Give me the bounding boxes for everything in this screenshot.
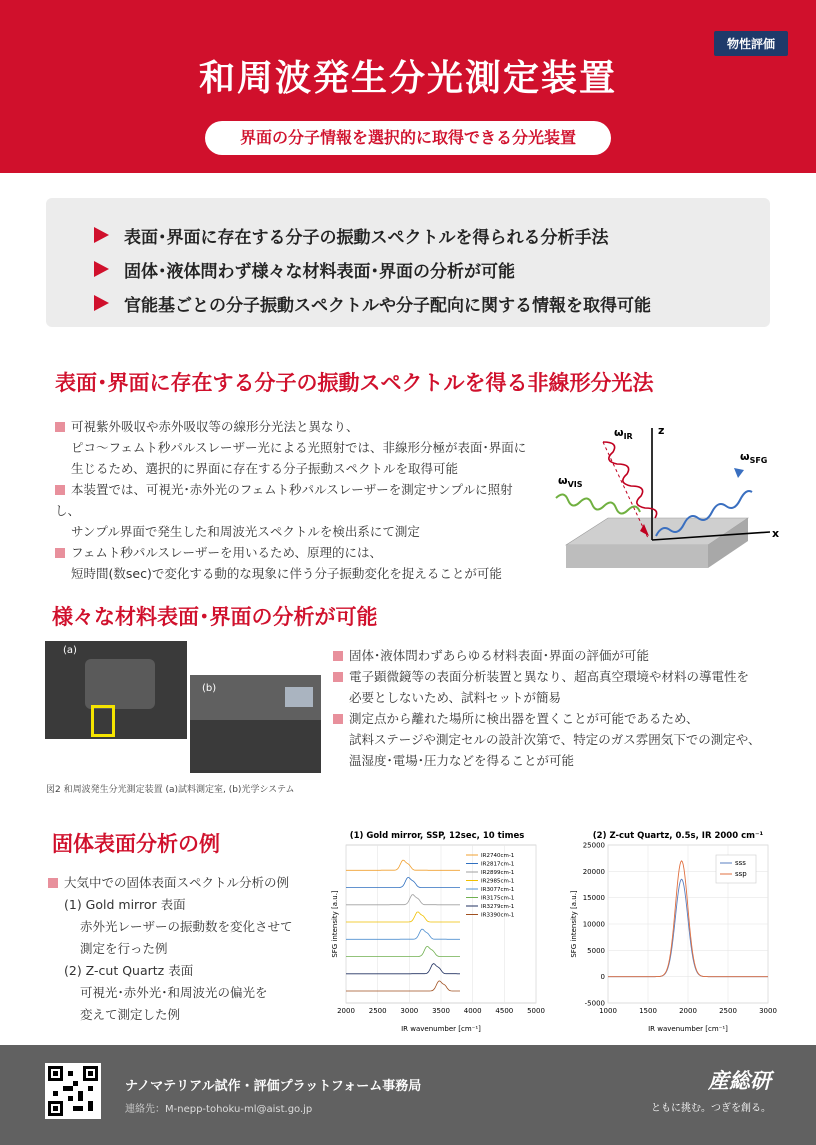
bullet-text: 必要としないため、試料セットが簡易: [349, 690, 562, 705]
chart-gold-mirror: [326, 825, 548, 1035]
chart1-legend-label: IR2817cm-1: [481, 861, 515, 868]
highlight-text: 官能基ごとの分子振動スペクトルや分子配向に関する情報を取得可能: [124, 295, 651, 316]
list-item: [48, 872, 293, 894]
sfg-diagram: [548, 420, 788, 580]
list-item: 可視光･赤外光･和周波光の偏光を: [80, 985, 268, 1000]
triangle-bullet-icon: [94, 261, 109, 277]
chart1-x-tick-label: 5000: [527, 1007, 545, 1015]
square-bullet-icon: [333, 672, 343, 682]
sfg-arrowhead: [734, 468, 744, 478]
org-name: ナノマテリアル試作・評価プラットフォーム事務局: [125, 1079, 422, 1094]
contact-email[interactable]: 連絡先：M-nepp-tohoku-ml@aist.go.jp: [125, 1104, 313, 1115]
highlight-item: [94, 218, 770, 252]
highlight-box: [46, 198, 770, 327]
chart-z-cut-quartz: [570, 825, 780, 1035]
square-bullet-icon: [55, 422, 65, 432]
list-item: (1) Gold mirror 表面: [64, 897, 186, 912]
example-list: [48, 872, 293, 1026]
chart1-x-tick-label: 2500: [368, 1007, 387, 1015]
square-bullet-icon: [333, 714, 343, 724]
chart2-title: (2) Z-cut Quartz, 0.5s, IR 2000 cm⁻¹: [592, 831, 764, 841]
bullet-item: [333, 645, 778, 666]
chart2-y-tick-label: 5000: [587, 946, 605, 955]
omega-ir-label: $\omega_{IR}$: [614, 426, 633, 441]
qr-pattern: [48, 1066, 98, 1116]
highlight-item: [94, 252, 770, 286]
vis-wave: [556, 494, 640, 513]
page-subtitle: 界面の分子情報を選択的に取得できる分光装置: [205, 121, 611, 155]
chart2-y-ticks: [583, 842, 605, 1008]
bullet-text: サンプル界面で発生した和周波光スペクトルを検出系にて測定: [71, 524, 420, 539]
optical-table: [190, 720, 321, 773]
bullet-text: 試料ステージや測定セルの設計次第で、特定のガス雰囲気下での測定や、: [349, 732, 761, 747]
monitor: [285, 687, 313, 707]
list-item: (2) Z-cut Quartz 表面: [64, 963, 194, 978]
chart1-x-tick-label: 4500: [495, 1007, 514, 1015]
section-title-materials: 様々な材料表面･界面の分析が可能: [52, 605, 378, 629]
chart1-legend-label: IR2740cm-1: [481, 853, 515, 859]
section1-bullets: [55, 416, 535, 584]
chart1-legend-label: IR3390cm-1: [481, 912, 515, 919]
chart2-y-tick-label: 20000: [582, 867, 605, 876]
bullet-text: 固体･液体問わずあらゆる材料表面･界面の評価が可能: [349, 648, 650, 663]
chart2-y-tick-label: 0: [600, 973, 605, 982]
chart1-legend-label: IR3279cm-1: [481, 904, 515, 910]
list-item: 変えて測定した例: [80, 1007, 181, 1022]
header-banner: [0, 0, 816, 173]
chart1-x-tick-label: 4000: [463, 1007, 482, 1015]
chart2-y-tick-label: -5000: [584, 999, 605, 1008]
bullet-item: [55, 416, 535, 437]
chart2-ylabel: SFG intensity [a.u.]: [570, 890, 578, 958]
triangle-bullet-icon: [94, 295, 109, 311]
chart1-legend-label: IR2985cm-1: [481, 878, 515, 885]
chart1-legend-label: IR3175cm-1: [481, 895, 515, 902]
highlight-frame: [91, 705, 115, 737]
chart1-legend-label: IR2899cm-1: [481, 870, 515, 876]
chart2-legend-label: ssp: [735, 870, 747, 878]
chart1-legend-label: IR3077cm-1: [481, 887, 515, 893]
square-bullet-icon: [333, 651, 343, 661]
figure-caption: 図2 和周波発生分光測定装置 (a)試料測定室, (b)光学システム: [46, 785, 295, 795]
bullet-text: 温湿度･電場･圧力などを得ることが可能: [349, 753, 575, 768]
section-title-nonlinear: 表面･界面に存在する分子の振動スペクトルを得る非線形分光法: [55, 371, 654, 395]
bullet-text: 測定点から離れた場所に検出器を置くことが可能であるため、: [349, 711, 699, 726]
section2-bullets: [333, 645, 778, 771]
chart2-x-tick-label: 2500: [719, 1007, 737, 1015]
chart1-ylabel: SFG intensity [a.u.]: [331, 890, 339, 958]
qr-code-icon[interactable]: [45, 1063, 101, 1119]
sample-plate-front: [566, 545, 708, 568]
logo-tagline: ともに挑む。つぎを創る。: [651, 1103, 771, 1114]
chart2-x-tick-label: 1500: [639, 1007, 657, 1015]
chart1-x-tick-label: 3500: [432, 1007, 450, 1015]
chart2-x-tick-label: 1000: [599, 1007, 617, 1015]
omega-vis-label: $\omega_{VIS}$: [558, 474, 583, 489]
square-bullet-icon: [55, 548, 65, 558]
chart2-legend: [716, 855, 756, 883]
highlight-text: 表面･界面に存在する分子の振動スペクトルを得られる分析手法: [124, 227, 609, 248]
photo-optical-system: [190, 675, 321, 773]
square-bullet-icon: [55, 485, 65, 495]
chart2-x-tick-label: 3000: [759, 1007, 777, 1015]
chart1-x-tick-label: 3000: [400, 1007, 419, 1015]
omega-sfg-label: $\omega_{SFG}$: [740, 450, 768, 465]
bullet-text: 本装置では、可視光･赤外光のフェムト秒パルスレーザーを測定サンプルに照射し、: [55, 482, 513, 518]
chart2-y-tick-label: 10000: [582, 920, 605, 929]
photo-sample-chamber: [45, 641, 187, 739]
bullet-text: フェムト秒パルスレーザーを用いるため、原理的には、: [71, 545, 383, 560]
category-badge: 物性評価: [714, 31, 788, 56]
bullet-text: 生じるため、選択的に界面に存在する分子振動スペクトルを取得可能: [71, 461, 459, 476]
page-title: 和周波発生分光測定装置: [198, 58, 617, 99]
x-axis-label: x: [772, 527, 780, 540]
chart1-x-tick-label: 2000: [337, 1007, 355, 1015]
photo-a-label: (a): [63, 645, 77, 656]
square-bullet-icon: [48, 878, 58, 888]
chart2-legend-label: sss: [735, 859, 746, 867]
chart1-xlabel: IR wavenumber [cm⁻¹]: [401, 1025, 481, 1033]
chart2-y-tick-label: 25000: [582, 841, 605, 850]
list-item: 測定を行った例: [80, 941, 168, 956]
chamber-body: [85, 659, 155, 709]
bullet-item: [333, 708, 778, 729]
chart2-xlabel: IR wavenumber [cm⁻¹]: [648, 1025, 728, 1033]
footer: [0, 1045, 816, 1145]
chart2-x-tick-label: 2000: [679, 1007, 697, 1015]
list-text: 大気中での固体表面スペクトル分析の例: [64, 875, 290, 890]
chart2-y-tick-label: 15000: [582, 894, 605, 903]
bullet-text: 可視紫外吸収や赤外吸収等の線形分光法と異なり、: [71, 419, 359, 434]
bullet-text: 短時間(数sec)で変化する動的な現象に伴う分子振動変化を捉えることが可能: [71, 566, 502, 581]
z-axis-label: z: [658, 424, 665, 437]
bullet-item: [55, 479, 535, 521]
highlight-item: [94, 286, 770, 320]
chart2-x-ticks: [599, 1007, 777, 1015]
chart1-title: (1) Gold mirror, SSP, 12sec, 10 times: [349, 831, 525, 841]
photo-b-label: (b): [202, 683, 217, 694]
bullet-text: ピコ～フェムト秒パルスレーザー光による光照射では、非線形分極が表面･界面に: [71, 440, 527, 455]
highlight-text: 固体･液体問わず様々な材料表面･界面の分析が可能: [124, 261, 515, 282]
ir-wave: [603, 442, 657, 518]
chart1-x-ticks: [337, 1007, 545, 1015]
bullet-item: [333, 666, 778, 687]
list-item: 赤外光レーザーの振動数を変化させて: [80, 919, 293, 934]
bullet-item: [55, 542, 535, 563]
triangle-bullet-icon: [94, 227, 109, 243]
aist-logo: [631, 1065, 771, 1114]
section-title-example: 固体表面分析の例: [52, 832, 220, 856]
logo-name: 産総研: [708, 1069, 771, 1093]
bullet-text: 電子顕微鏡等の表面分析装置と異なり、超高真空環境や材料の導電性を: [349, 669, 750, 684]
